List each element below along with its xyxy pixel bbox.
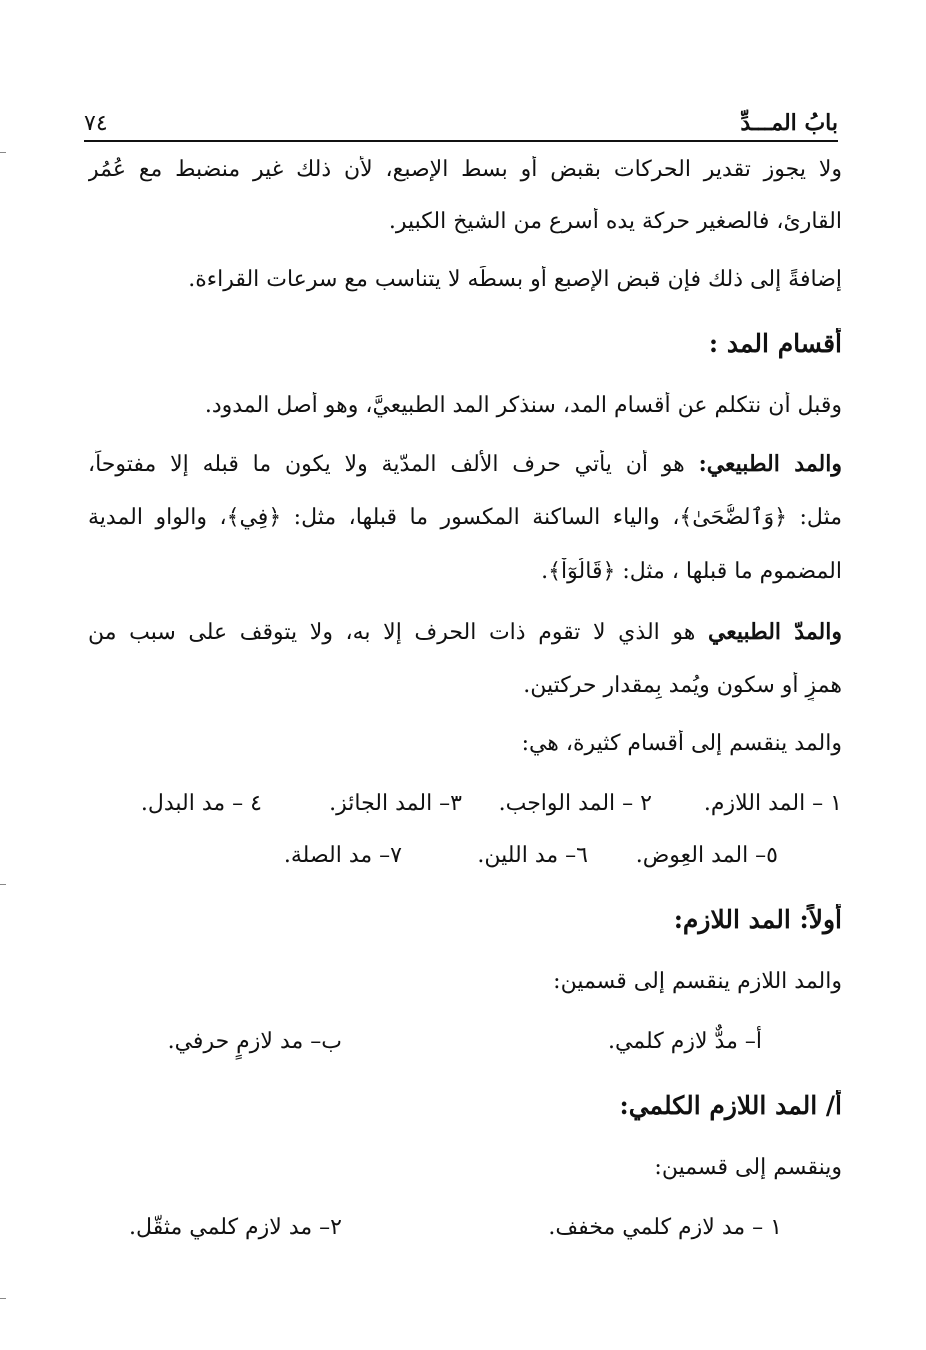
kalimi-intro: وينقسم إلى قسمين: [654, 1155, 842, 1180]
scan-edge-mark [0, 152, 6, 153]
types-list-row-1 [88, 790, 842, 822]
paragraph-3-line-1: وقبل أن نتكلم عن أقسام المد، سنذكر المد الطبيعيَّ، وهو أصل المدود. [204, 393, 842, 418]
scan-edge-mark [0, 1298, 6, 1299]
heading-aqsam-al-madd: أقسام المد : [708, 329, 842, 358]
paragraph-4-line-1-text: هو أن يأتي حرف الألف المدّية ولا يكون ما قبله إلا مفتوحاً، [88, 452, 699, 477]
term-natural-madd: والمد الطبيعي: [698, 451, 842, 477]
list-item: ٢ – المد الواجب. [498, 791, 652, 816]
list-item: أ– مدٌّ لازم كلمي. [607, 1029, 762, 1054]
kalimi-options-row [88, 1214, 842, 1246]
paragraph-2-line-1: إضافةً إلى ذلك فإن قبض الإصبع أو بسطَه لا يتناسب مع سرعات القراءة. [188, 267, 842, 292]
paragraph-4-line-2: مثل: ﴿وَٱلضُّحَىٰ﴾، والياء الساكنة المكسور ما قبلها، مثل: ﴿فِي﴾، والواو المدية [88, 505, 842, 530]
list-item: ١ – مد لازم كلمي مخفف. [548, 1215, 782, 1240]
paragraph-1-line-2: القارئ، فالصغير حركة يده أسرع من الشيخ الكبير. [388, 209, 842, 234]
paragraph-4-line-1 [88, 450, 842, 480]
running-title: بابُ المـــدِّ [740, 110, 838, 136]
paragraph-4-line-3: المضموم ما قبلها ، مثل: ﴿قَالُوٓاْ﴾. [541, 559, 842, 584]
list-item: ٤ – مد البدل. [140, 791, 262, 816]
heading-lazim-kalimi: أ/ المد اللازم الكلمي: [619, 1091, 842, 1120]
list-item: ٧– مد الصلة. [283, 843, 402, 868]
scan-edge-mark [0, 884, 6, 885]
page-number: ٧٤ [84, 111, 108, 136]
paragraph-6-line-1: والمد ينقسم إلى أقسام كثيرة، هي: [521, 731, 842, 756]
term-natural-madd-2: والمدّ الطبيعي [707, 619, 842, 645]
paragraph-5-line-1-text: هو الذي لا تقوم ذات الحرف إلا به، ولا يتوقف على سبب من [88, 620, 708, 645]
page-header [84, 96, 838, 142]
paragraph-1-line-1: ولا يجوز تقدير الحركات بقبض أو بسط الإصبع، لأن ذلك غير منضبط مع عُمُر [88, 157, 842, 182]
list-item: ٣– المد الجائز. [329, 791, 462, 816]
types-list-row-2 [88, 842, 842, 874]
list-item: ١ – المد اللازم. [703, 791, 842, 816]
list-item: ٦– مد اللين. [477, 843, 588, 868]
list-item: ب– مد لازمٍ حرفي. [167, 1029, 342, 1054]
list-item: ٥– المد العِوض. [635, 843, 778, 868]
list-item: ٢– مد لازم كلمي مثقّل. [129, 1215, 342, 1240]
heading-madd-lazim: أولاً: المد اللازم: [673, 905, 842, 934]
lazim-options-row [88, 1028, 842, 1060]
paragraph-5-line-1 [88, 618, 842, 648]
lazim-intro: والمد اللازم ينقسم إلى قسمين: [553, 969, 842, 994]
paragraph-5-line-2: همزٍ أو سكون ويُمد بِمقدار حركتين. [523, 673, 842, 698]
